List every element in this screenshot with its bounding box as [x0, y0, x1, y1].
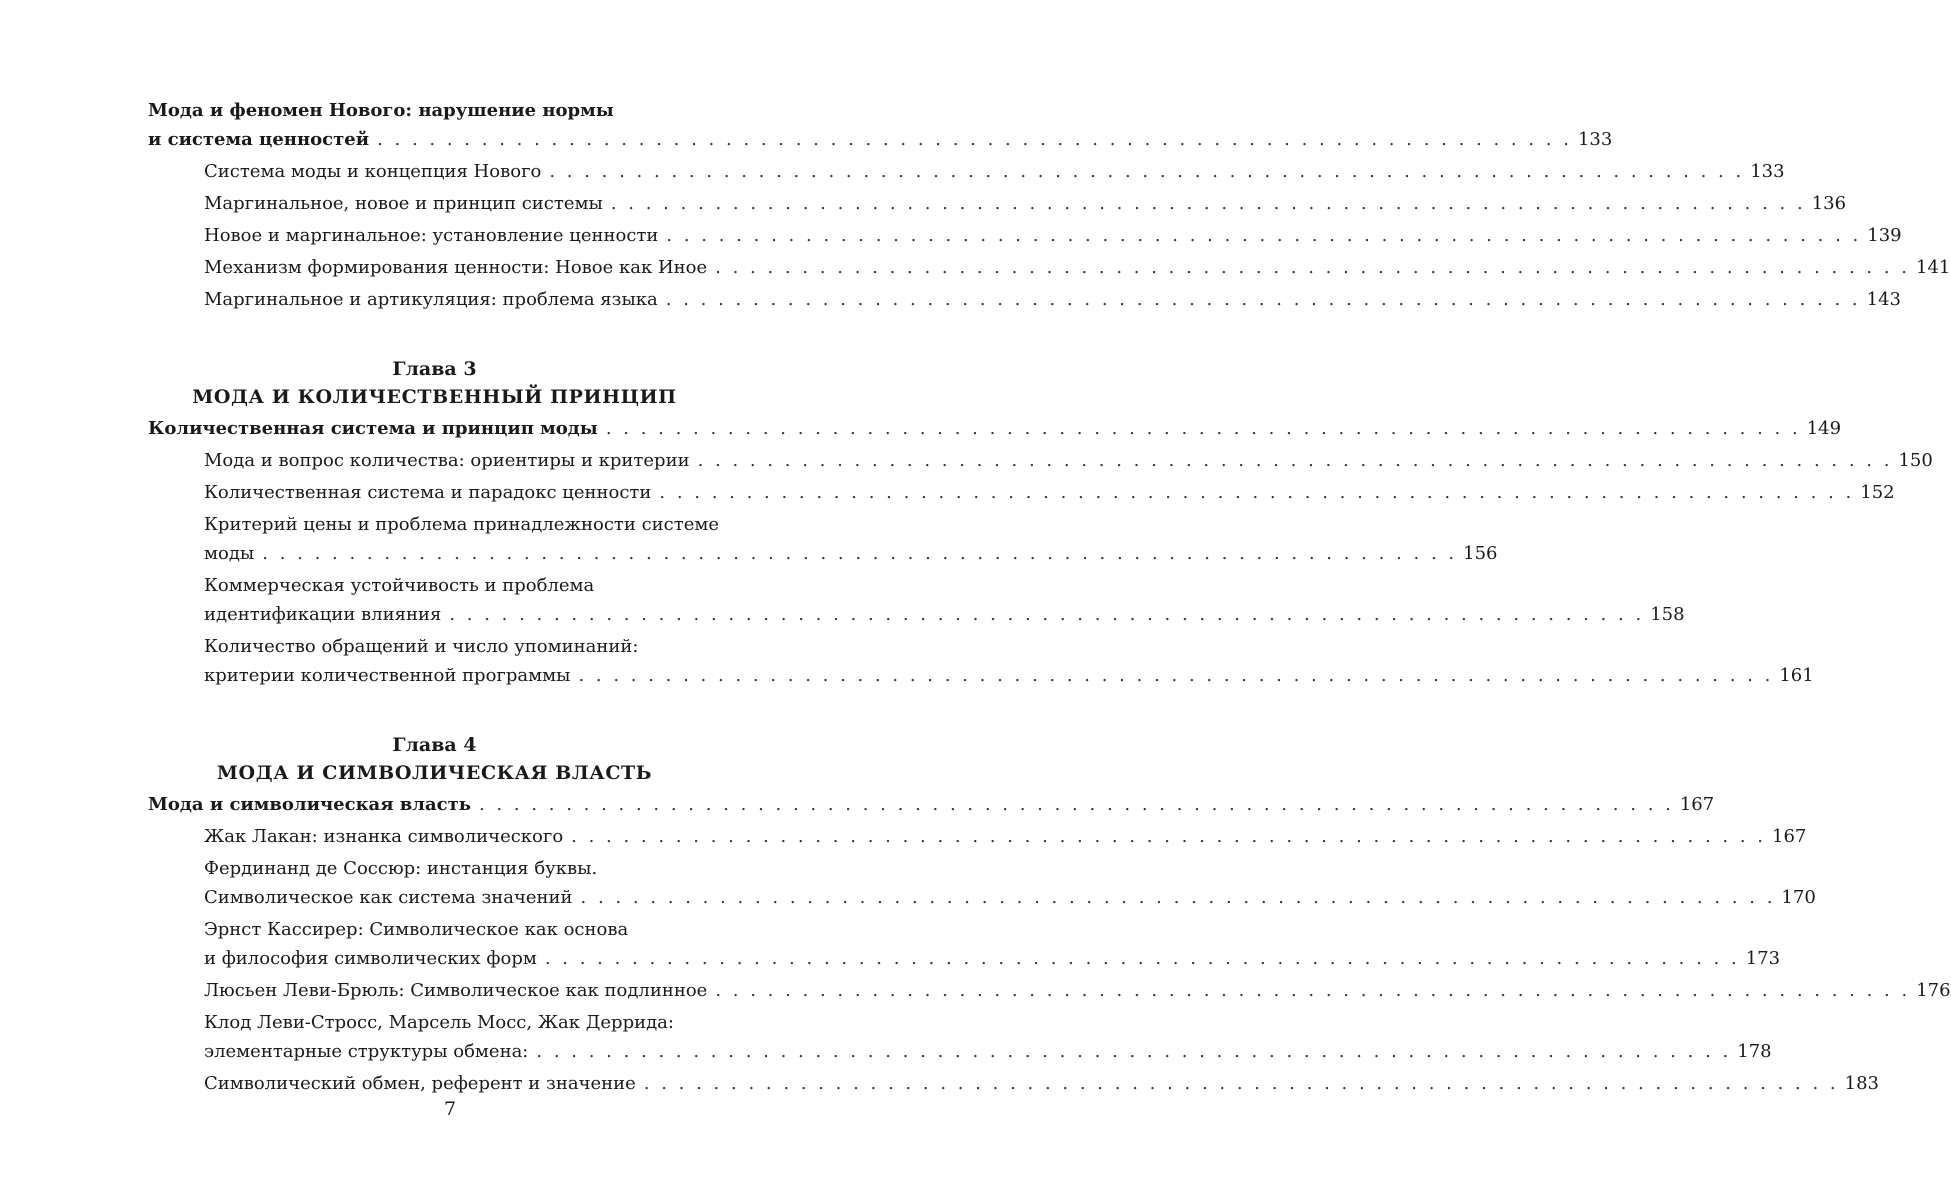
entry-page-number: 143: [1866, 289, 1902, 310]
toc-subentry[interactable]: [148, 446, 1933, 475]
entry-title-line: Коммерческая устойчивость и проблема: [204, 575, 595, 596]
entry-title: Количественная система и парадокс ценности: [204, 482, 652, 503]
toc-subentry[interactable]: [148, 915, 1781, 973]
chapter-label: Глава 4: [392, 734, 477, 756]
entry-title: и философия символических форм: [204, 948, 537, 969]
entry-page-number: 149: [1806, 418, 1842, 439]
dot-leader: . . . . . . . . . . . . . . . . . . . . . . . . . . . . . . . . . . . . . . . . . . . . . . . . . . . . . . . . . . . . . . . . . . . . .: [571, 826, 1767, 847]
entry-page-number: 178: [1737, 1041, 1772, 1062]
entry-page-number: 150: [1898, 450, 1933, 471]
entry-title: Символическое как система значений: [204, 887, 573, 908]
dot-leader: . . . . . . . . . . . . . . . . . . . . . . . . . . . . . . . . . . . . . . . . . . . . . . . . . . . . . . . . . . . . . . . . . . . . .: [715, 980, 1911, 1001]
dot-leader: . . . . . . . . . . . . . . . . . . . . . . . . . . . . . . . . . . . . . . . . . . . . . . . . . . . . . . . . . . . . . . . . . . . . .: [544, 948, 1740, 969]
dot-leader: . . . . . . . . . . . . . . . . . . . . . . . . . . . . . . . . . . . . . . . . . . . . . . . . . . . . . . . . . . . . . . . . . . . . .: [580, 887, 1776, 908]
toc-subentry[interactable]: [148, 221, 1902, 250]
entry-title: Символический обмен, референт и значение: [204, 1073, 636, 1094]
entry-title-line: Количество обращений и число упоминаний:: [204, 636, 639, 657]
dot-leader: . . . . . . . . . . . . . . . . . . . . . . . . . . . . . . . . . . . . . . . . . . . . . . . . . . . . . . . . . . . . . . . . . . . . .: [643, 1073, 1839, 1094]
entry-page-number: 170: [1781, 887, 1816, 908]
entry-page-number: 139: [1867, 225, 1902, 246]
entry-title: Мода и вопрос количества: ориентиры и критерии: [204, 450, 690, 471]
dot-leader: . . . . . . . . . . . . . . . . . . . . . . . . . . . . . . . . . . . . . . . . . . . . . . . . . . . . . . . . . . . . . . . . . . . . .: [697, 450, 1893, 471]
entry-page-number: 152: [1860, 482, 1895, 503]
dot-leader: . . . . . . . . . . . . . . . . . . . . . . . . . . . . . . . . . . . . . . . . . . . . . . . . . . . . . . . . . . . . . . . . . . . . .: [666, 225, 1862, 246]
dot-leader: . . . . . . . . . . . . . . . . . . . . . . . . . . . . . . . . . . . . . . . . . . . . . . . . . . . . . . . . . . . . . . . . . . . . .: [610, 193, 1806, 214]
entry-page-number: 161: [1779, 665, 1814, 686]
dot-leader: . . . . . . . . . . . . . . . . . . . . . . . . . . . . . . . . . . . . . . . . . . . . . . . . . . . . . . . . . . . . . . . . . . . . .: [659, 482, 1855, 503]
toc-subentry[interactable]: [148, 854, 1816, 912]
entry-title-line: Фердинанд де Соссюр: инстанция буквы.: [204, 858, 598, 879]
toc-subentry[interactable]: [148, 976, 1951, 1005]
toc-section-entry[interactable]: [148, 790, 1715, 819]
entry-page-number: 183: [1844, 1073, 1880, 1094]
entry-page-number: 158: [1650, 604, 1685, 625]
entry-page-number: 136: [1811, 193, 1847, 214]
toc-subentry[interactable]: [148, 285, 1902, 314]
entry-title: Новое и маргинальное: установление ценности: [204, 225, 659, 246]
toc-section: [148, 356, 1933, 690]
toc-subentry[interactable]: [148, 253, 1951, 282]
toc-subentry[interactable]: [148, 478, 1895, 507]
entry-page-number: 156: [1463, 543, 1498, 564]
toc-subentry[interactable]: [148, 1069, 1880, 1098]
dot-leader: . . . . . . . . . . . . . . . . . . . . . . . . . . . . . . . . . . . . . . . . . . . . . . . . . . . . . . . . . . . . . . . . . . . . .: [536, 1041, 1732, 1062]
entry-title: Маргинальное и артикуляция: проблема языка: [204, 289, 658, 310]
entry-title-line: Мода и феномен Нового: нарушение нормы: [148, 100, 614, 121]
toc-section: [148, 732, 1951, 1098]
entry-title: идентификации влияния: [204, 604, 442, 625]
entry-title: Система моды и концепция Нового: [204, 161, 542, 182]
dot-leader: . . . . . . . . . . . . . . . . . . . . . . . . . . . . . . . . . . . . . . . . . . . . . . . . . . . . . . . . . . . . . . . . . . . . .: [715, 257, 1911, 278]
toc-subentry[interactable]: [148, 510, 1498, 568]
toc-subentry[interactable]: [148, 189, 1847, 218]
entry-title: моды: [204, 543, 255, 564]
dot-leader: . . . . . . . . . . . . . . . . . . . . . . . . . . . . . . . . . . . . . . . . . . . . . . . . . . . . . . . . . . . . . . . . . . . . .: [665, 289, 1861, 310]
chapter-label: Глава 3: [392, 358, 477, 380]
entry-title: Механизм формирования ценности: Новое как Иное: [204, 257, 708, 278]
entry-title: Количественная система и принцип моды: [148, 418, 598, 439]
toc-subentry[interactable]: [148, 157, 1785, 186]
toc-subentry[interactable]: [148, 822, 1807, 851]
entry-page-number: 167: [1679, 794, 1715, 815]
dot-leader: . . . . . . . . . . . . . . . . . . . . . . . . . . . . . . . . . . . . . . . . . . . . . . . . . . . . . . . . . . . . . . . . . . . . .: [478, 794, 1674, 815]
toc-subentry[interactable]: [148, 1008, 1772, 1066]
entry-title: критерии количественной программы: [204, 665, 571, 686]
entry-title: Маргинальное, новое и принцип системы: [204, 193, 603, 214]
dot-leader: . . . . . . . . . . . . . . . . . . . . . . . . . . . . . . . . . . . . . . . . . . . . . . . . . . . . . . . . . . . . . . . . . . . . .: [377, 129, 1572, 150]
entry-title-line: Эрнст Кассирер: Символическое как основа: [204, 919, 629, 940]
dot-leader: . . . . . . . . . . . . . . . . . . . . . . . . . . . . . . . . . . . . . . . . . . . . . . . . . . . . . . . . . . . . . . . . . . . . .: [578, 665, 1774, 686]
dot-leader: . . . . . . . . . . . . . . . . . . . . . . . . . . . . . . . . . . . . . . . . . . . . . . . . . . . . . . . . . . . . . . . . . . . . .: [605, 418, 1801, 439]
entry-title: и система ценностей: [148, 129, 370, 150]
toc-section-entry[interactable]: [148, 96, 1613, 154]
entry-title: Мода и символическая власть: [148, 794, 471, 815]
dot-leader: . . . . . . . . . . . . . . . . . . . . . . . . . . . . . . . . . . . . . . . . . . . . . . . . . . . . . . . . . . . . . . . . . . . . .: [262, 543, 1458, 564]
dot-leader: . . . . . . . . . . . . . . . . . . . . . . . . . . . . . . . . . . . . . . . . . . . . . . . . . . . . . . . . . . . . . . . . . . . . .: [449, 604, 1645, 625]
table-of-contents: [148, 96, 1951, 1098]
chapter-title: МОДА И КОЛИЧЕСТВЕННЫЙ ПРИНЦИП: [192, 386, 677, 408]
entry-page-number: 133: [1750, 161, 1785, 182]
toc-subentry[interactable]: [148, 571, 1685, 629]
toc-section: [148, 96, 1951, 314]
toc-section-entry[interactable]: [148, 414, 1842, 443]
entry-page-number: 176: [1916, 980, 1951, 1001]
entry-title: элементарные структуры обмена:: [204, 1041, 529, 1062]
toc-subentry[interactable]: [148, 632, 1814, 690]
entry-page-number: 133: [1577, 129, 1613, 150]
entry-title-line: Критерий цены и проблема принадлежности системе: [204, 514, 720, 535]
entry-page-number: 173: [1745, 948, 1781, 969]
entry-page-number: 141: [1916, 257, 1951, 278]
entry-title: Жак Лакан: изнанка символического: [204, 826, 564, 847]
entry-title-line: Клод Леви-Стросс, Марсель Мосс, Жак Деррида:: [204, 1012, 674, 1033]
chapter-title: МОДА И СИМВОЛИЧЕСКАЯ ВЛАСТЬ: [216, 762, 653, 784]
page-number: 7: [443, 1098, 457, 1120]
entry-title: Люсьен Леви-Брюль: Символическое как подлинное: [204, 980, 708, 1001]
entry-page-number: 167: [1772, 826, 1807, 847]
dot-leader: . . . . . . . . . . . . . . . . . . . . . . . . . . . . . . . . . . . . . . . . . . . . . . . . . . . . . . . . . . . . . . . . . . . . .: [549, 161, 1745, 182]
